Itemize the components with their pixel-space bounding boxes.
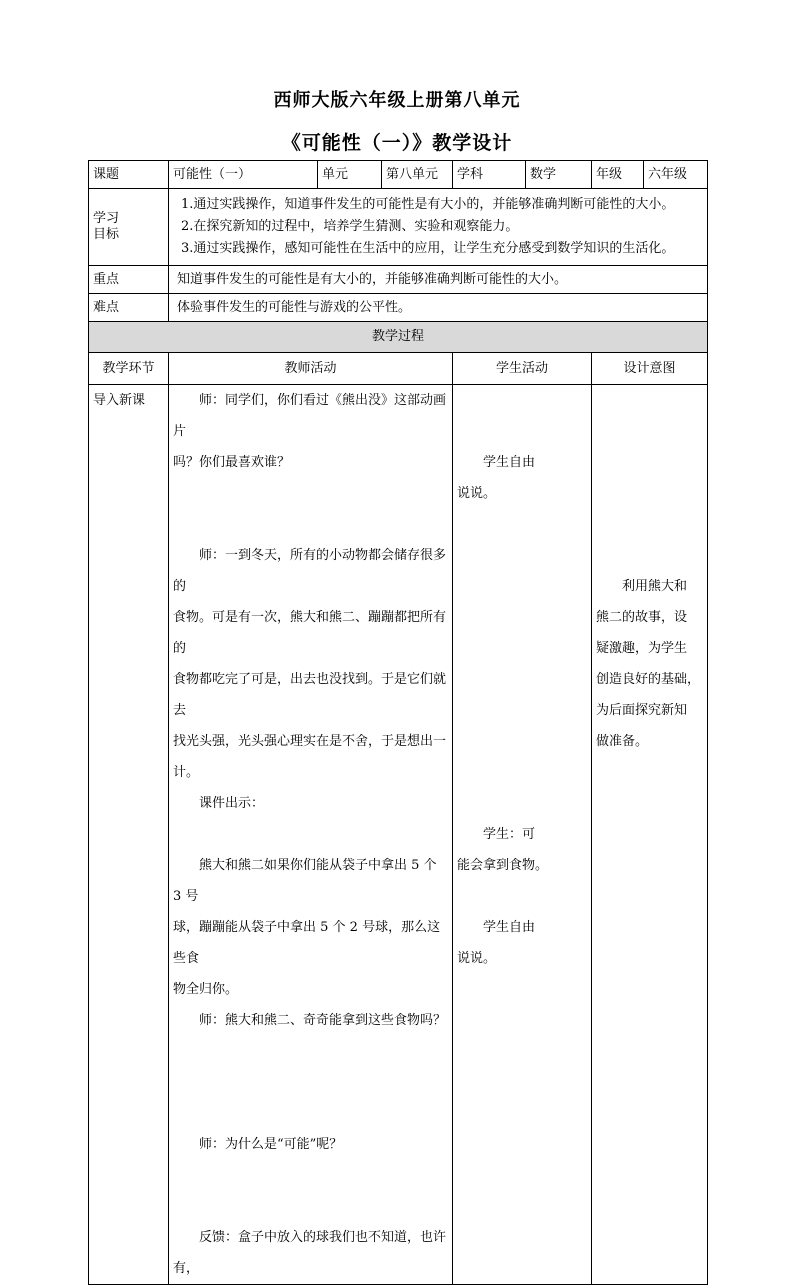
key-point-label: 重点 [89, 266, 169, 294]
objectives-label-1: 学习 [93, 211, 120, 226]
teacher-line: 反馈：盒子中放入的球我们也不知道，也许有， [173, 1230, 447, 1276]
unit-label: 单元 [318, 161, 382, 189]
intent-line: 为后面探究新知 [596, 703, 688, 718]
teacher-line: 物全归你。 [173, 982, 239, 997]
intent-line: 做准备。 [596, 734, 649, 749]
process-header: 教学过程 [89, 322, 708, 353]
intent-line: 创造良好的基础， [596, 672, 701, 687]
intent-line: 熊二的故事，设 [596, 610, 688, 625]
student-line: 能会拿到食物。 [457, 858, 549, 873]
teacher-line: 师：同学们，你们看过《熊出没》这部动画片 [173, 393, 447, 439]
grade-label: 年级 [592, 161, 644, 189]
key-point-row [89, 266, 708, 294]
doc-subtitle: 《可能性（一）》教学设计 [281, 132, 513, 154]
student-line: 学生自由 [483, 920, 536, 935]
process-column-headers [89, 353, 708, 385]
teacher-line: 师：一到冬天，所有的小动物都会储存很多的 [173, 548, 447, 594]
key-point-text: 知道事件发生的可能性是有大小的，并能够准确判断可能性的大小。 [169, 266, 708, 294]
course-value: 数学 [526, 161, 592, 189]
objectives-row [89, 189, 708, 266]
objectives-label-2: 目标 [93, 227, 120, 242]
teacher-line: 找光头强，光头强心理实在是不舍，于是想出一计。 [173, 734, 447, 780]
student-line: 学生：可 [483, 827, 536, 842]
col-student: 学生活动 [453, 353, 592, 385]
difficulty-row [89, 294, 708, 322]
difficulty-text: 体验事件发生的可能性与游戏的公平性。 [169, 294, 708, 322]
subject-value: 可能性（一） [169, 161, 318, 189]
teacher-line: 熊大和熊二如果你们能从袋子中拿出 5 个 3 号 [173, 858, 437, 904]
stage-label: 导入新课 [93, 393, 146, 408]
course-label: 学科 [453, 161, 526, 189]
teacher-line: 食物都吃完了可是，出去也没找到。于是它们就去 [173, 672, 447, 718]
intent-line: 利用熊大和 [622, 579, 688, 594]
student-line: 说说。 [457, 951, 497, 966]
difficulty-label: 难点 [89, 294, 169, 322]
process-body-row [89, 385, 708, 1285]
objective-item: 1.通过实践操作，知道事件发生的可能性是有大小的，并能够准确判断可能性的大小。 [181, 197, 675, 212]
intent-line: 疑激趣，为学生 [596, 641, 688, 656]
teacher-line: 球，蹦蹦能从袋子中拿出 5 个 2 号球，那么这些食 [173, 920, 441, 966]
teacher-line: 吗？你们最喜欢谁？ [173, 455, 291, 470]
col-stage: 教学环节 [89, 353, 169, 385]
info-row [89, 161, 708, 189]
student-line: 说说。 [457, 486, 497, 501]
objective-item: 3.通过实践操作，感知可能性在生活中的应用，让学生充分感受到数学知识的生活化。 [181, 241, 675, 256]
objective-item: 2.在探究新知的过程中，培养学生猜测、实验和观察能力。 [181, 219, 519, 234]
teacher-line: 师：熊大和熊二、奇奇能拿到这些食物吗？ [199, 1013, 447, 1028]
grade-value: 六年级 [644, 161, 708, 189]
teacher-line: 课件出示： [199, 796, 265, 811]
teacher-line: 师：为什么是“可能”呢？ [199, 1137, 343, 1152]
lesson-plan-table [88, 160, 708, 1285]
process-header-row [89, 322, 708, 353]
subject-label: 课题 [89, 161, 169, 189]
col-intent: 设计意图 [592, 353, 708, 385]
student-line: 学生自由 [483, 455, 536, 470]
teacher-line: 食物。可是有一次，熊大和熊二、蹦蹦都把所有的 [173, 610, 447, 656]
doc-title: 西师大版六年级上册第八单元 [273, 90, 521, 111]
col-teacher: 教师活动 [169, 353, 453, 385]
unit-value: 第八单元 [382, 161, 453, 189]
